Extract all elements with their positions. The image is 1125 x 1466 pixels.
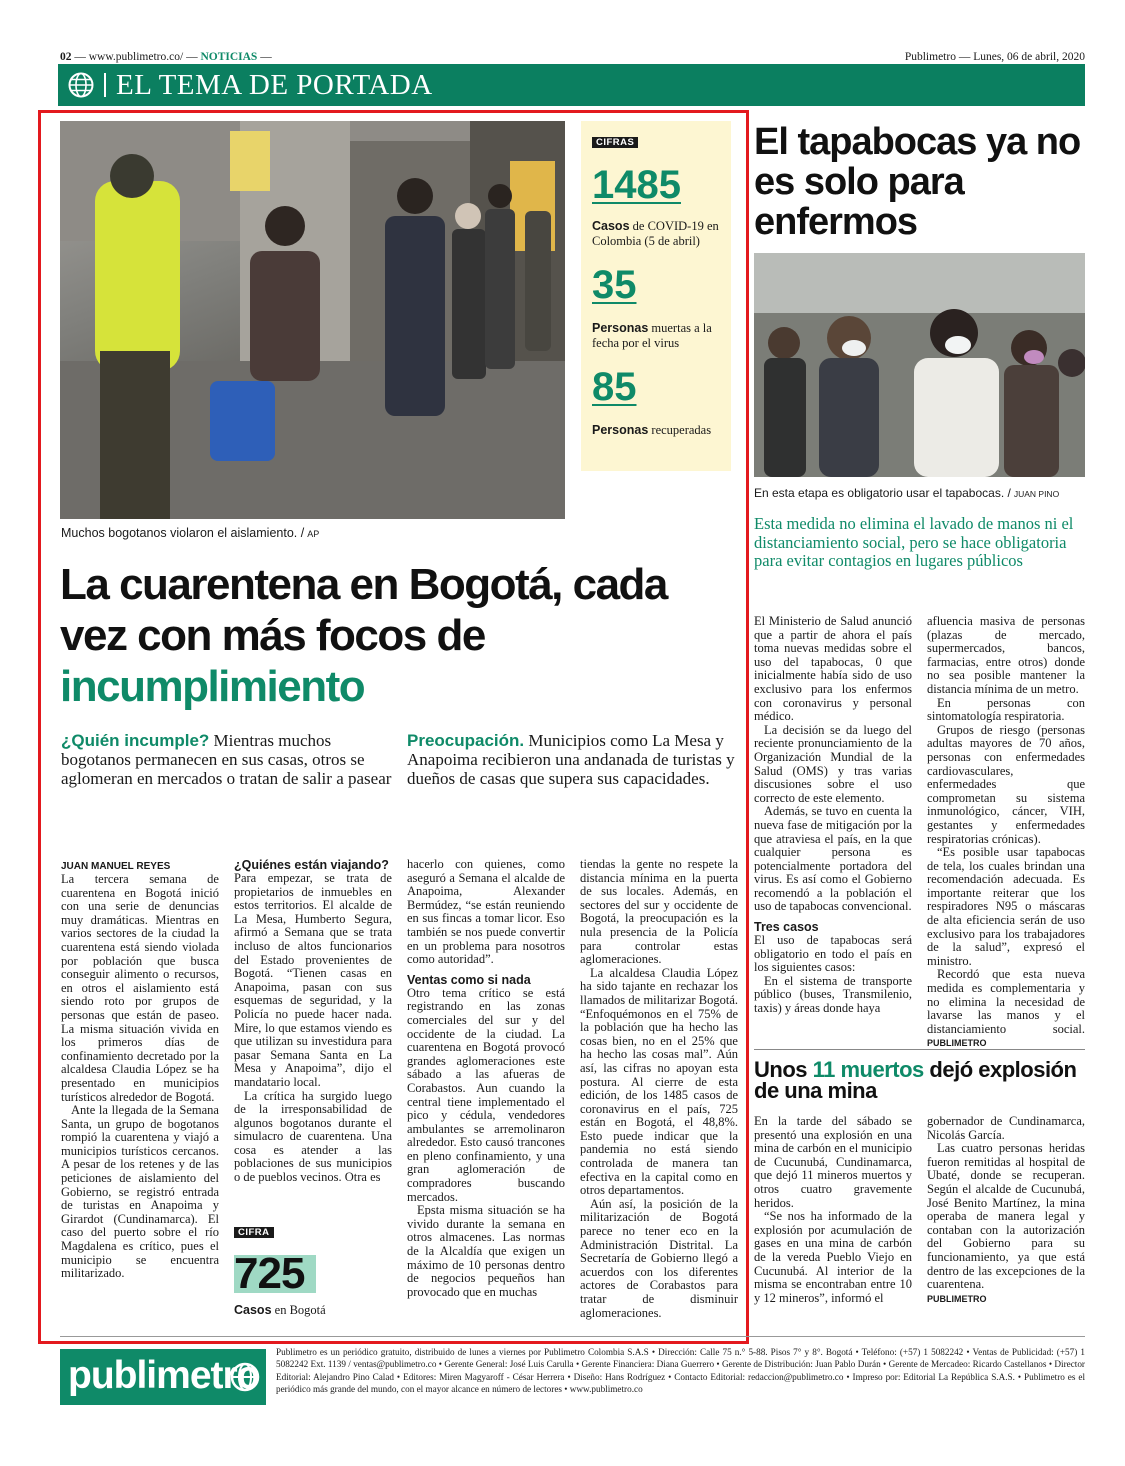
side-body-col-2: afluencia masiva de personas (plazas de mercado, supermercados, bancos, farmacias, entre otros) donde no sea posible mantener la distancia mínima de un metro. En personas con sintomatología respiratoria. Grupos de riesgo (personas adultas mayores de 70 años, personas con enfermedades cardiovasculares, enfermedades que comprometan su sistema inmunológico, cáncer, VIH, gestantes y enfermedades respiratorias crónicas). “Es posible usar tapabocas de tela, los cuales brindan una recomendación adecuada. Es importante reiterar que los respiradores N95 o máscaras de alta eficiencia serán de uso exclusivo para los trabajadores de la salud”, expresó el ministro. Recordó que esta nueva medida es complementaria y no elimina la necesidad de lavarse las manos y el distanciamiento social. PUBLIMETRO xyxy=(927,614,1085,1049)
subhead: ¿Quiénes están viajando? xyxy=(234,858,389,872)
cifra-description: Personas muertas a la fecha por el virus xyxy=(592,321,712,350)
cifra-description: Personas recuperadas xyxy=(592,423,712,437)
globe-logo-icon xyxy=(230,1362,260,1392)
subhead: Tres casos xyxy=(754,920,819,935)
publimetro-logo xyxy=(60,1349,266,1405)
signature: PUBLIMETRO xyxy=(927,1293,987,1304)
photo-credit: AP xyxy=(307,529,320,539)
cifra-number: 35 xyxy=(592,263,637,307)
mine-body-col-2: gobernador de Cundinamarca, Nicolás García. Las cuatro personas heridas fueron remitidas al hospital de Ubaté, donde se recuperan. Según el alcalde de Cucunubá, José Benito Martínez, la mina operaba de manera legal y contaban con la autorización del Gobierno para su funcionamiento, ya que está dentro de las excepciones de la cuarentena. PUBLIMETRO xyxy=(927,1114,1085,1304)
main-photo-caption: Muchos bogotanos violaron el aislamiento. / AP xyxy=(61,526,320,540)
globe-icon xyxy=(68,72,94,98)
subhead: Ventas como si nada xyxy=(407,972,531,987)
side-story-photo xyxy=(754,253,1085,477)
page-number: 02 xyxy=(60,51,72,63)
side-body-col-1: El Ministerio de Salud anunció que a partir de ahora el país toma nuevas medidas sobre el uso del tapabocas, 0 que inicialmente había sido de uso exclusivo para los enfermos con coronavirus y personal médico. La decisión se da luego del reciente pronunciamiento de la Organización Mundial de la Salud (OMS) y tras varias discusiones sobre el uso correcto de este elemento. Además, se tuvo en cuenta la nueva fase de mitigación por la que atraviesa el país, en la que cualquier persona es potencialmente portadora del virus. Es así como el Gobierno recomendó a la población el uso de tapabocas convencional. Tres casos El uso de tapabocas será obligatorio en todo el país en los siguientes casos: En el sistema de transporte público (buses, Transmilenio, taxis) y áreas donde haya xyxy=(754,614,912,1016)
deck-left: ¿Quién incumple? Mientras muchos bogotanos permanecen en sus casas, otros se aglomeran en mercados o tratan de salir a pasear xyxy=(61,731,392,788)
highlight-box xyxy=(38,110,749,1344)
mine-body-col-1: En la tarde del sábado se presentó una explosión en una mina de carbón en el municipio de Cucunubá, Cundinamarca, que dejó 11 mineros muertos y otros cuatro gravemente heridos. “Se nos ha informado de la explosión por acumulación de gases en una mina de carbón de la vereda Pueblo Viejo en Cucunubá. Al interior de la misma se encontraban entre 10 y 12 mineros”, informó el xyxy=(754,1114,912,1305)
section-banner xyxy=(58,64,1085,106)
deck-right: Preocupación. Municipios como La Mesa y Anapoima recibieron una andanada de turistas y dueños de casas que supera sus capacidades. xyxy=(407,731,735,788)
mine-headline: Unos 11 muertos dejó explosión de una mina xyxy=(754,1057,1077,1103)
page-topline: 02 — www.publimetro.co/ — NOTICIAS — Publimetro — Lunes, 06 de abril, 2020 xyxy=(60,51,1085,63)
cifras-tag: CIFRAS xyxy=(592,137,638,148)
footer-credits: Publimetro es un periódico gratuito, distribuido de lunes a viernes por Publimetro Colombia S.A.S • Dirección: Calle 75 n.° 5-88. Pisos 7° y 8°. Bogotá • Teléfono: (+57) 1 5082242 • Ventas de Publicidad: (+57) 1 5082242 Ext. 1139 / ventas@publimetro.co • Gerente General: José Luis Carulla • Gerente Financiera: Diana Guerrero • Gerente de Distribución: Juan Pablo Durán • Gerente de Mercadeo: Ricardo Castellanos • Director Editorial: Alejandro Pino Calad • Editores: Miren Magyaroff - César Herrera • Diseño: Hans Rodríguez • Contacto Editorial: redaccion@publimetro.co • Impreso por: Editorial La República S.A.S. • Publimetro es el periódico más grande del mundo, con el mayor alcance en número de lectores • www.publimetro.co xyxy=(276,1347,1085,1394)
signature: PUBLIMETRO xyxy=(927,1038,987,1049)
cifra-description: Casos de COVID-19 en Colombia (5 de abril) xyxy=(592,219,719,248)
side-headline: El tapabocas ya no es solo para enfermos xyxy=(754,121,1081,243)
side-photo-caption: En esta etapa es obligatorio usar el tapabocas. / JUAN PINO xyxy=(754,486,1060,500)
main-body-col-4: tiendas la gente no respete la distancia mínima en la puerta de sus locales. Además, en sectores del sur y occidente de Bogotá, la preocupación es la nula presencia de la Policía para controlar estas aglomeraciones. La alcaldesa Claudia López ha sido tajante en rechazar los llamados de militarizar Bogotá. “Enfoquémonos en el 75% de la población que ha hecho las cosas bien, no en el 25% que ha hecho las cosas mal”. Aún así, las cifras no apoyan esta postura. Al cierre de esta edición, de los 1485 casos de coronavirus en el país, 725 están en Bogotá, el 48,8%. Esto puede indicar que la pandemia no está siendo controlada de manera tan efectiva en la capital como en otros departamentos. Aún así, la posición de la militarización de Bogotá parece no tener eco en la Administración Distrital. La Secretaría de Gobierno llegó a acuerdos con los diferentes actores de Corabastos para tratar de disminuir aglomeraciones. xyxy=(580,857,738,1320)
side-deck: Esta medida no elimina el lavado de manos ni el distanciamiento social, pero se hace obligatoria para evitar contagios en lugares públicos xyxy=(754,514,1074,570)
banner-title: EL TEMA DE PORTADA xyxy=(116,69,433,101)
cifra-number: 725 xyxy=(234,1249,305,1298)
cifra-tag: CIFRA xyxy=(234,1227,274,1238)
site-url: www.publimetro.co/ xyxy=(88,51,184,63)
logo-text: publimetro xyxy=(68,1354,260,1397)
main-body-col-2: ¿Quiénes están viajando? Para empezar, se trata de propietarios de inmuebles en estos territorios. El alcalde de La Mesa, Humberto Segura, afirmó a Semana que se trata incluso de altos funcionarios del Estado provenientes de Bogotá. “Tienen casas en Anapoima, pasan con sus esquemas de seguridad, y la Policía no puede hacer nada. Mire, lo que estamos viendo es que utilizan su investidura para pasar Semana Santa en La Mesa y Anapoima”, dijo el mandatario local. La crítica ha surgido luego de la irresponsabilidad de algunos bogotanos durante el simulacro de cuarentena. Una cosa es atender a las poblaciones de sus municipios o de pueblos vecinos. Otra es xyxy=(234,858,392,1185)
edition-date: Publimetro — Lunes, 06 de abril, 2020 xyxy=(904,51,1085,63)
photo-credit: JUAN PINO xyxy=(1013,489,1060,499)
cifra-number: 85 xyxy=(592,365,637,409)
byline: JUAN MANUEL REYES xyxy=(61,861,171,872)
main-headline: La cuarentena en Bogotá, cada vez con más focos de incumplimiento xyxy=(60,560,667,711)
section-label: NOTICIAS xyxy=(200,51,258,63)
main-body-col-1: JUAN MANUEL REYES La tercera semana de cuarentena en Bogotá inició con una serie de denuncias muy dramáticas. Mientras en varios sectores de la ciudad la cuarentena está siendo violada por población que busca conseguir alimento o recursos, en otros el aislamiento está siendo roto por grupos de personas que están de paseo. La misma situación vivida en los primeros días de confinamiento decretado por la alcaldesa Claudia López se ha presentado en municipios turísticos alrededor de Bogotá. Ante la llegada de la Semana Santa, un grupo de bogotanos rompió la cuarentena y viajó a municipios turísticos cercanos. A pesar de los retenes y de las peticiones de aislamiento del Gobierno, se registró entrada de turistas en Anapoima y Girardot (Cundinamarca). El caso del puerto sobre el río Magdalena es crítico, pues el municipio se encuentra militarizado. xyxy=(61,861,219,1281)
cifra-number: 1485 xyxy=(592,163,681,207)
main-body-col-3: hacerlo con quienes, como aseguró a Semana el alcalde de Anapoima, Alexander Bermúdez, “se están reuniendo en sus fincas a tomar licor. Eso también se nos puede convertir en un problema para nosotros como autoridad”. Ventas como si nada Otro tema crítico se está registrando en las zonas comerciales del sur y del occidente de la ciudad. La cuarentena en Bogotá provocó grandes aglomeraciones este sábado a las afueras de Corabastos. Aun cuando la central tiene implementado el pico y cédula, vendedores ambulantes se arremolinaron alrededor. Esto causó trancones en pleno confinamiento, y una gran aglomeración de compradores buscando mercados. Epsta misma situación se ha vivido durante la semana en otros almacenes. Las normas de la Alcaldía que exigen un máximo de 10 personas dentro de negocios pequeños han provocado que en muchas xyxy=(407,857,565,1299)
cifra-description: Casos en Bogotá xyxy=(234,1303,326,1317)
